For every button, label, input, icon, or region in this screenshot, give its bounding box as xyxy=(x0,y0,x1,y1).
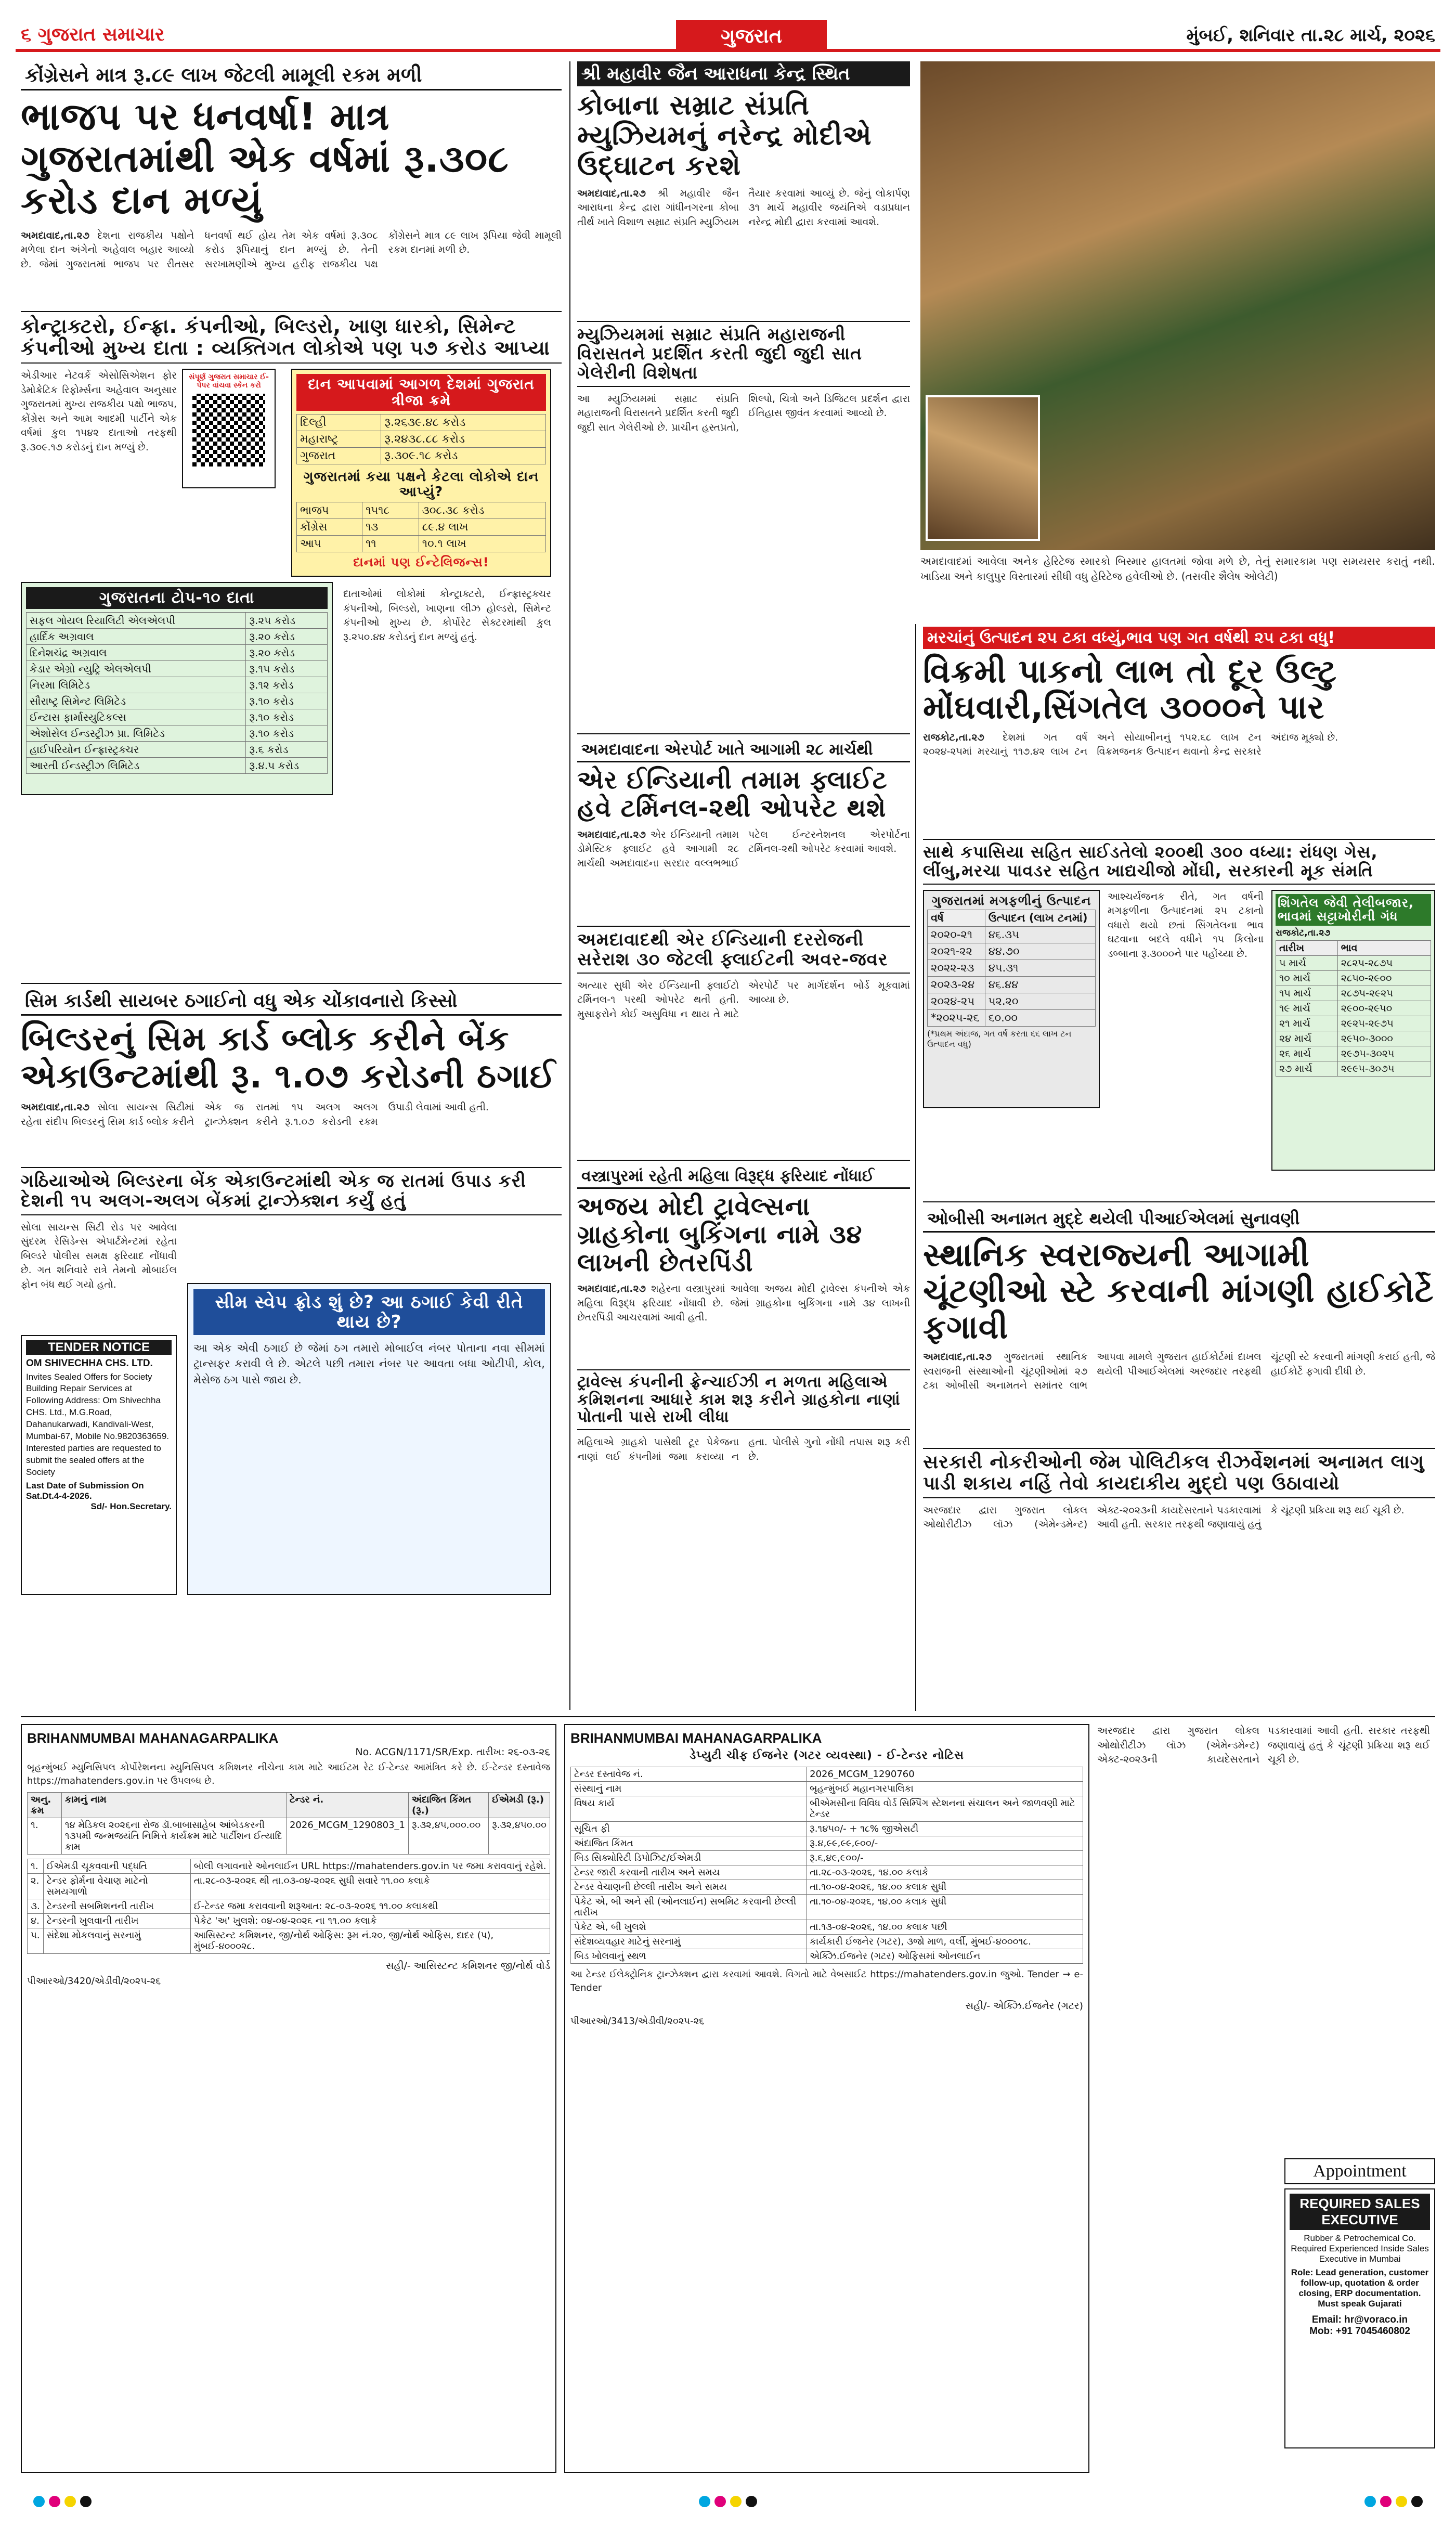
story-subhead: ટ્રાવેલ્સ કંપનીની ફ્રેન્ચાઈઝી ન મળતા મહિલાએ કમિશનના આધારે કામ શરૂ કરીને ગ્રાહકોના નાણાં પોતાની પાસે રાખી લીધા xyxy=(577,1369,910,1430)
story-chilli xyxy=(923,627,1435,1199)
divider xyxy=(577,733,910,734)
tender-deadline: Last Date of Submission On Sat.Dt.4-4-2026. xyxy=(26,1480,144,1501)
story-bjp xyxy=(21,61,562,977)
yellow-dot-icon xyxy=(730,2496,742,2507)
oil-price-box xyxy=(1271,890,1435,1171)
divider xyxy=(577,1160,910,1161)
black-dot-icon xyxy=(1411,2496,1423,2507)
story-body: એડીઆર નેટવર્કે એસોસિએશન ફોર ડેમોક્રેટિક રિફોર્મ્સના અહેવાલ અનુસાર ગુજરાતમાં મુખ્ય રાજકીય પક્ષો ભાજપ, કોંગ્રેસ અને આમ આદમી પાર્ટીને એક વર્ષમાં કુલ ૧૫૪૨ દાતાઓ તરફથી રૂ.૩૦૯.૧૭ કરોડનું દાન મળ્યું છે. xyxy=(21,369,177,453)
page-masthead xyxy=(21,24,165,46)
table-row: ૨૭ માર્ચ ૨૯૯૫-૩૦૭૫ xyxy=(1276,1061,1431,1077)
bmc-title: ડેપ્યુટી ચીફ ઈજનેર (ગટર વ્યવસ્થા) - ઈ-ટેન્ડર નોટિસ xyxy=(690,1749,964,1762)
tender-sign: Sd/- Hon.Secretary. xyxy=(90,1501,172,1511)
story-kicker: મરચાંનું ઉત્પાદન ૨૫ ટકા વધ્યું,ભાવ પણ ગત વર્ષથી ૨૫ ટકા વધુ! xyxy=(923,627,1435,649)
registration-marks-left xyxy=(31,2496,94,2511)
table-row: સૌરાષ્ટ્ર સિમેન્ટ લિમિટેડ રૂ.૧૦ કરોડ xyxy=(27,693,328,709)
black-dot-icon xyxy=(746,2496,757,2507)
story-headline: અજય મોદી ટ્રાવેલ્સના ગ્રાહકોના બુકિંગના નામે ૩૪ લાખની છેતરપિંડી xyxy=(577,1192,863,1277)
table-row: મહારાષ્ટ્ર રૂ.૨૪૩૮.૮૮ કરોડ xyxy=(297,431,546,447)
table-row: બિડ ખોલવાનું સ્થળ એક્ઝિ.ઈજનેર (ગટર) ઓફિસમાં ઓનલાઈન xyxy=(571,1949,1083,1963)
column-divider xyxy=(569,61,570,1710)
story-dateline: અમદાવાદ,તા.૨૭ xyxy=(21,1101,89,1113)
table-row: ૧૫ માર્ચ ૨૮૭૫-૨૯૨૫ xyxy=(1276,986,1431,1001)
qr-box xyxy=(182,369,276,488)
bmc-ref-foot: પીઆરઓ/3420/એડીવી/૨૦૨૫-૨૬ xyxy=(27,1976,161,1987)
story-subhead: સરકારી નોકરીઓની જેમ પોલિટીકલ રીઝર્વેશનમાં અનામત લાગુ પાડી શકાય નહિં તેવો કાયદાકીય મુદ્દો પણ ઉઠાવાયો xyxy=(923,1448,1435,1498)
header-dateline: મુંબઈ, શનિવાર તા.૨૮ માર્ચ, ૨૦૨૬ xyxy=(1186,25,1435,46)
story-dateline: રાજકોટ,તા.૨૭ xyxy=(923,731,984,743)
table-row: હાર્દિક અગ્રવાલ રૂ.૨૦ કરોડ xyxy=(27,628,328,644)
paper-name: ગુજરાત સમાચાર xyxy=(37,24,165,45)
story-kicker: ઓબીસી અનામત મુદ્દે થયેલી પીઆઈએલમાં સુનાવણી xyxy=(923,1207,1435,1233)
tender-title: TENDER NOTICE xyxy=(26,1340,172,1355)
story-dateline: અમદાવાદ,તા.૨૭ xyxy=(577,187,646,199)
table-row: ૨૦૨૧-૨૨ ૪૪.૭૦ xyxy=(928,943,1096,960)
table-row: આરતી ઈન્ડસ્ટ્રીઝ લિમિટેડ રૂ.૪.૫ કરોડ xyxy=(27,757,328,773)
bmc-tender-left xyxy=(21,1724,556,2473)
table-row: દિલ્હી રૂ.૨૬૩૯.૪૮ કરોડ xyxy=(297,414,546,431)
table-row: સંસ્થાનું નામ બૃહન્મુંબઈ મહાનગરપાલિકા xyxy=(571,1781,1083,1796)
yellow-dot-icon xyxy=(64,2496,76,2507)
story-cyber xyxy=(21,988,562,1706)
story-headline: ભાજપ પર ધનવર્ષા! માત્ર ગુજરાતમાંથી એક વર્ષમાં રૂ.૩૦૮ કરોડ દાન મળ્યું xyxy=(21,95,509,223)
page-number: ૬ xyxy=(21,24,32,45)
table-row: ૨૦૨૦-૨૧ ૪૬.૩૫ xyxy=(928,927,1096,943)
box-dateline: રાજકોટ,તા.૨૭ xyxy=(1276,928,1331,939)
table-header: તારીખ ભાવ xyxy=(1276,941,1431,956)
registration-marks-right xyxy=(1362,2496,1425,2511)
story-body: આશ્ચર્યજનક રીતે, ગત વર્ષની મગફળીના ઉત્પાદનમાં ૨૫ ટકાનો વધારો થયો છતાં સિંગતેલના ભાવ ઘટવાના બદલે વધીને ૧૫ કિલોના ડબ્બાના રૂ.૩૦૦૦ને પાર પહોંચ્યા છે. xyxy=(1108,890,1264,960)
story-kicker: વસ્ત્રાપુરમાં રહેતી મહિલા વિરૂદ્ધ ફરિયાદ નોંધાઈ xyxy=(577,1165,910,1189)
tender-body: Invites Sealed Offers for Society Building Repair Services at Following Address: Om Shivechha CHS. Ltd., M.G.Road, Dahanukarwadi, Kandivali-West, Mumbai-67, Mobile No.9820363659. Interested parties are requested to submit the sealed offers at the Society xyxy=(26,1371,170,1477)
box-title: દાન આપવામાં આગળ દેશમાં ગુજરાત ત્રીજા ક્રમે xyxy=(296,374,546,411)
table-row: ઈન્ટાસ ફાર્માસ્યુટિકલ્સ રૂ.૧૦ કરોડ xyxy=(27,709,328,725)
table-header: અનુ. ક્રમ કામનું નામ ટેન્ડર નં. અંદાજિત કિંમત (રૂ.) ઈએમડી (રૂ.) xyxy=(28,1793,550,1818)
table-row: સૂચિત ફી રૂ.૧૪૫૦/- + ૧૮% જીએસટી xyxy=(571,1821,1083,1836)
table-row: હાઈપરિયોન ઈન્ફ્રાસ્ટ્રક્ચર રૂ.૬ કરોડ xyxy=(27,741,328,757)
divider xyxy=(923,1201,1435,1202)
tender-org: OM SHIVECHHA CHS. LTD. xyxy=(26,1357,153,1369)
table-row: નિરમા લિમિટેડ રૂ.૧૨ કરોડ xyxy=(27,677,328,693)
box-footer: દાનમાં પણ ઈન્ટેલિજન્સ! xyxy=(353,554,489,569)
story-subhead: સાથે કપાસિયા સહિત સાઈડતેલો ૨૦૦થી ૩૦૦ વધ્યા: રાંધણ ગેસ, લીંબુ,મરચા પાવડર સહિત ખાદ્યચીજો મોંઘી, સરકારની મૂક સંમતિ xyxy=(923,839,1435,885)
story-body: સોલા સાયન્સ સિટીમાં રહેતા સંદીપ બિલ્ડરનું સિમ કાર્ડ બ્લોક કરીને એક જ રાતમાં ૧૫ અલગ અલગ ટ્રાન્ઝેક્શન કરીને રૂ.૧.૦૭ કરોડની રકમ ઉપાડી લેવામાં આવી હતી. xyxy=(21,1101,489,1128)
story-body: દાતાઓમાં લોકોમાં કોન્ટ્રાક્ટરો, ઈન્ફ્રાસ્ટ્રક્ચર કંપનીઓ, બિલ્ડરો, ખાણના લીઝ હોલ્ડરો, સિમેન્ટ કંપનીઓ મુખ્ય છે. કોર્પોરેટ સેક્ટરમાંથી કુલ રૂ.૨૫૦.૪૪ કરોડનું દાન મળ્યું હતું. xyxy=(343,588,551,643)
bmc-intro: બૃહન્મુંબઈ મ્યુનિસિપલ કોર્પોરેશનના મ્યુનિસિપલ કમિશનર નીચેના કામ માટે આઈટમ રેટ ઈ-ટેન્ડર આમંત્રિત કરે છે. ઈ-ટેન્ડર દસ્તાવેજ https://mahatenders.gov.in પર ઉપલબ્ધ છે. xyxy=(27,1762,550,1787)
table-row: ૫. સંદેશા મોકલવાનું સરનામું આસિસ્ટન્ટ કમિશનર, જી/નોર્થ ઓફિસ: રૂમ નં.૨૦, જી/નોર્થ ઓફિસ, દાદર (પ), મુંબઈ-૪૦૦૦૨૮. xyxy=(28,1928,550,1954)
table-header: વર્ષ ઉત્પાદન (લાખ ટનમાં) xyxy=(928,910,1096,927)
story-body: દેશના રાજકીય પક્ષોને મળેલા દાન અંગેનો અહેવાલ બહાર આવ્યો છે. જેમાં ગુજરાતમાં ભાજપ પર રીતસર ધનવર્ષા થઈ હોય તેમ એક વર્ષમાં રૂ.૩૦૮ કરોડ રૂપિયાનું દાન મળ્યું છે. તેની સરખામણીએ મુખ્ય હરીફ રાજકીય પક્ષ કોંગ્રેસને માત્ર ૮૯ લાખ રૂપિયા જેવી મામૂલી રકમ દાનમાં મળી છે. xyxy=(21,229,562,270)
table-row: ૨૬ માર્ચ ૨૯૭૫-૩૦૨૫ xyxy=(1276,1046,1431,1061)
box-title: શિંગતેલ જેવી તેલીબજાર, ભાવમાં સટ્ટાખોરીની ગંધ xyxy=(1276,894,1431,926)
story-body: આ મ્યુઝિયમમાં સમ્રાટ સંપ્રતિ મહારાજની વિરાસતને પ્રદર્શિત કરતી જુદી જુદી સાત ગેલેરીઓ છે. પ્રાચીન હસ્તપ્રતો, શિલ્પો, ચિત્રો અને ડિજિટલ પ્રદર્શન દ્વારા ઈતિહાસ જીવંત કરવામાં આવ્યો છે. xyxy=(577,393,910,433)
story-body: અરજદાર દ્વારા ગુજરાત લોકલ ઓથોરીટીઝ લૉઝ (એમેન્ડમેન્ટ) એક્ટ-૨૦૨૩ની કાયદેસરતાને પડકારવામાં આવી હતી. સરકાર તરફથી જણાવાયું હતું કે ચૂંટણી પ્રક્રિયા શરૂ થઈ ચૂકી છે. xyxy=(923,1504,1405,1531)
table-row: વિષય કાર્ય બીએમસીના વિવિધ વોર્ડ સિમ્પિંગ સ્ટેશનના સંચાલન અને જાળવણી માટે ટેન્ડર xyxy=(571,1796,1083,1821)
story-subhead: ગઠિયાઓએ બિલ્ડરના બેંક એકાઉન્ટમાંથી એક જ રાતમાં ઉપાડ કરી દેશની ૧૫ અલગ-અલગ બેંકમાં ટ્રાન્ઝેક્શન કર્યું હતું xyxy=(21,1167,562,1215)
story-subhead: કોન્ટ્રાક્ટરો, ઈન્ફ્રા. કંપનીઓ, બિલ્ડરો, ખાણ ધારકો, સિમેન્ટ કંપનીઓ મુખ્ય દાતા : વ્યક્તિગત લોકોએ પણ ૫૭ કરોડ આપ્યા xyxy=(21,311,562,364)
story-obc-continued: અરજદાર દ્વારા ગુજરાત લોકલ ઓથોરીટીઝ લૉઝ (એમેન્ડમેન્ટ) એક્ટ-૨૦૨૩ની કાયદેસરતાને પડકારવામાં આવી હતી. સરકાર તરફથી જણાવાયું હતું કે ચૂંટણી પ્રક્રિયા શરૂ થઈ ચૂકી છે. xyxy=(1097,1725,1430,1766)
story-obc xyxy=(923,1207,1435,1711)
table-note: (*પ્રથમ અંદાજ, ગત વર્ષ કરતા ૬૬ લાખ ટન ઉત્પાદન વધુ) xyxy=(927,1029,1072,1049)
table-row: ૧૯ માર્ચ ૨૯૦૦-૨૯૫૦ xyxy=(1276,1001,1431,1016)
story-travels xyxy=(577,1165,910,1711)
story-body: દેશમાં ગત વર્ષ ૨૦૨૪-૨૫માં મરચાનું ૧૧૭.૪૨ લાખ ટન અને સોયાબીનનું ૧૫૨.૬૮ લાખ ટન વિક્રમજનક ઉત્પાદન થવાનો કેન્દ્ર સરકારે અંદાજ મૂક્યો છે. xyxy=(923,731,1338,758)
table-row: ૩. ટેન્ડરની સબમિશનની તારીખ ઈ-ટેન્ડર જમા કરાવવાની શરૂઆત: ૨૮-૦૩-૨૦૨૬ ૧૧.૦૦ કલાકથી xyxy=(28,1899,550,1914)
divider xyxy=(21,983,562,984)
box-title: સીમ સ્વેપ ફ્રોડ શું છે? આ ઠગાઈ કેવી રીતે થાય છે? xyxy=(193,1289,545,1335)
qr-caption: સંપૂર્ણ ગુજરાત સમાચાર ઈ-પેપર વાંચવા સ્કેન કરો xyxy=(189,372,269,390)
story-body: મહિલાએ ગ્રાહકો પાસેથી ટૂર પેકેજના નાણાં લઈ કંપનીમાં જમા કરાવ્યા ન હતા. પોલીસે ગુનો નોંધી તપાસ શરૂ કરી છે. xyxy=(577,1436,910,1462)
heritage-inset-photo xyxy=(926,395,1040,541)
story-headline: વિક્રમી પાકનો લાભ તો દૂર ઉલ્ટુ મોંઘવારી,સિંગતેલ ૩૦૦૦ને પાર xyxy=(923,652,1337,727)
story-kicker: કોંગ્રેસને માત્ર રૂ.૮૯ લાખ જેટલી મામૂલી રકમ મળી xyxy=(21,61,562,90)
top10-donors-box xyxy=(21,582,333,795)
table-row: ૨૦૨૨-૨૩ ૪૫.૩૧ xyxy=(928,960,1096,977)
box-body: આ એક એવી ઠગાઈ છે જેમાં ઠગ તમારો મોબાઈલ નંબર પોતાના નવા સીમમાં ટ્રાન્સફર કરાવી લે છે. એટલે પછી તમારા નંબર પર આવતા બધા ઓટીપી, કોલ, મેસેજ ઠગ પાસે જાય છે. xyxy=(193,1341,545,1386)
story-headline: સ્થાનિક સ્વરાજ્યની આગામી ચૂંટણીઓ સ્ટે કરવાની માંગણી હાઈકોર્ટે ફગાવી xyxy=(923,1236,1434,1346)
table-row: ટેન્ડર જારી કરવાની તારીખ અને સમય તા.૨૮-૦૩-૨૦૨૬, ૧૪.૦૦ કલાકે xyxy=(571,1865,1083,1880)
table-row: ભાજપ ૧૫૧૮ ૩૦૮.૩૮ કરોડ xyxy=(297,502,546,519)
table-row: સફલ ગોયલ રિયાલિટી એલએલપી રૂ.૨૫ કરોડ xyxy=(27,612,328,628)
bmc-sign: સહી/- આસિસ્ટન્ટ કમિશનર જી/નોર્થ વોર્ડ xyxy=(386,1960,550,1972)
story-subhead: મ્યુઝિયમમાં સમ્રાટ સંપ્રતિ મહારાજની વિરાસતને પ્રદર્શિત કરતી જુદી જુદી સાત ગેલેરીની વિશેષતા xyxy=(577,321,910,387)
cyan-dot-icon xyxy=(1364,2496,1376,2507)
table-row: ગુજરાત રૂ.૩૦૯.૧૮ કરોડ xyxy=(297,447,546,464)
magenta-dot-icon xyxy=(49,2496,60,2507)
divider xyxy=(21,1716,1435,1717)
story-kicker: સિમ કાર્ડથી સાયબર ઠગાઈનો વધુ એક ચોંકાવનારો કિસ્સો xyxy=(21,988,562,1016)
magenta-dot-icon xyxy=(714,2496,726,2507)
bmc-sign: સહી/- એક્ઝિ.ઈજનેર (ગટર) xyxy=(965,2000,1083,2012)
ad-title: REQUIRED SALES EXECUTIVE xyxy=(1290,2194,1430,2230)
box-title: ગુજરાતના ટોપ-૧૦ દાતા xyxy=(26,587,328,609)
magenta-dot-icon xyxy=(1380,2496,1392,2507)
yellow-dot-icon xyxy=(1396,2496,1407,2507)
table-row: ૨૧ માર્ચ ૨૯૨૫-૨૯૭૫ xyxy=(1276,1016,1431,1031)
appointment-label: Appointment xyxy=(1284,2158,1435,2184)
bmc-ref: No. ACGN/1171/SR/Exp. તારીખ: ૨૬-૦૩-૨૬ xyxy=(355,1746,550,1758)
table-row: ૫ માર્ચ ૨૮૨૫-૨૮૭૫ xyxy=(1276,956,1431,971)
table-row: ૧. ૧૪ મેડિકલ ૨૦૨૬ના રોજ ડૉ.બાબાસાહેબ આંબેડકરની ૧૩૫મી જન્મજયંતિ નિમિત્તે કાર્યક્રમ માટે પાર્ટીશન ઈત્યાદિ કામ 2026_MCGM_1290803_1 રૂ.૩૨,૪૫,૦૦૦.૦૦ રૂ.૩૨,૪૫૦.૦૦ xyxy=(28,1818,550,1855)
sim-swap-box xyxy=(187,1283,551,1595)
story-body: અત્યાર સુધી એર ઈન્ડિયાની ફ્લાઈટો ટર્મિનલ-૧ પરથી ઓપરેટ થતી હતી. મુસાફરોને કોઈ અસુવિધા ન થાય તે માટે એરપોર્ટ પર માર્ગદર્શન બોર્ડ મૂકવામાં આવ્યા છે. xyxy=(577,979,910,1020)
column-divider xyxy=(915,624,916,1711)
table-row: પેકેટ એ, બી અને સી (ઓનલાઈન) સબમિટ કરવાની છેલ્લી તારીખ તા.૧૦-૦૪-૨૦૨૬, ૧૪.૦૦ કલાક સુધી xyxy=(571,1894,1083,1920)
story-body: ગુજરાતમાં સ્થાનિક સ્વરાજની સંસ્થાઓની ચૂંટણીઓમાં ૨૭ ટકા ઓબીસી અનામતને સમાંતર લાભ આપવા મામલે ગુજરાત હાઈકોર્ટમાં દાખલ થયેલી પીઆઈએલમાં અરજદાર તરફથી ચૂંટણી સ્ટે કરવાની માંગણી કરાઈ હતી, જે હાઈકોર્ટે ફગાવી દીધી છે. xyxy=(923,1351,1435,1392)
table-row: ૨૦૨૪-૨૫ ૫૨.૨૦ xyxy=(928,993,1096,1010)
cyan-dot-icon xyxy=(33,2496,45,2507)
box-title: ગુજરાતમાં કયા પક્ષને કેટલા લોકોએ દાન આપ્યું? xyxy=(303,469,539,500)
ad-role: Role: Lead generation, customer follow-up, quotation & order closing, ERP documentation. Must speak Gujarati xyxy=(1291,2267,1429,2309)
story-dateline: અમદાવાદ,તા.૨૭ xyxy=(923,1351,992,1363)
story-body: સોલા સાયન્સ સિટી રોડ પર આવેલા સુંદરમ રેસિડેન્સ એપાર્ટમેન્ટમાં રહેતા બિલ્ડરે પોલીસ સમક્ષ ફરિયાદ નોંધાવી છે. ગત શનિવારે રાત્રે તેમનો મોબાઈલ ફોન બંધ થઈ ગયો હતો. xyxy=(21,1221,177,1290)
production-table-box xyxy=(923,890,1100,1108)
bmc-note: આ ટેન્ડર ઈલેક્ટ્રોનિક ટ્રાન્ઝેક્શન દ્વારા કરવામાં આવશે. વિગતો માટે વેબસાઈટ https://mahatenders.gov.in જુઓ. Tender → e-Tender xyxy=(570,1968,1083,1993)
table-row: ૧૦ માર્ચ ૨૮૫૦-૨૯૦૦ xyxy=(1276,971,1431,986)
story-dateline: અમદાવાદ,તા.૨૭ xyxy=(577,1283,646,1295)
ad-mobile: Mob: +91 7045460802 xyxy=(1309,2326,1410,2337)
black-dot-icon xyxy=(80,2496,92,2507)
table-row: ૨૪ માર્ચ ૨૯૫૦-૩૦૦૦ xyxy=(1276,1031,1431,1046)
photo-caption: અમદાવાદમાં આવેલા અનેક હેરિટેજ સ્મારકો બિસ્માર હાલતમાં જોવા મળે છે, તેનું સમારકામ પણ સમયસર કરાતું નથી. ખાડિયા અને કાલુપુર વિસ્તારમાં સીધી વધુ હેરિટેજ હવેલીઓ છે. (તસવીર શૈલેષ ઓલેટી) xyxy=(920,555,1435,582)
table-row: ટેન્ડર વેચાણની છેલ્લી તારીખ અને સમય તા.૧૦-૦૪-૨૦૨૬, ૧૪.૦૦ કલાક સુધી xyxy=(571,1880,1083,1894)
table-row: અંદાજિત કિંમત રૂ.૪,૯૯,૯૯,૯૦૦/- xyxy=(571,1836,1083,1850)
story-museum xyxy=(577,61,910,727)
story-airport xyxy=(577,738,910,1155)
table-row: બિડ સિક્યોરિટી ડિપોઝિટ/ઈએમડી રૂ.૬,૪૯,૯૦૦/- xyxy=(571,1850,1083,1865)
section-label: ગુજરાત xyxy=(676,20,827,52)
bmc-tender-right xyxy=(564,1724,1089,2473)
cyan-dot-icon xyxy=(699,2496,710,2507)
ad-email[interactable]: Email: hr@voraco.in xyxy=(1311,2314,1408,2325)
appointment-ad xyxy=(1284,2158,1435,2470)
donation-state-box xyxy=(291,369,551,577)
table-row: સંદેશવ્યવહાર માટેનું સરનામું કાર્યકારી ઈજનેર (ગટર), ૩જો માળ, વર્લી, મુંબઈ-૪૦૦૦૧૮. xyxy=(571,1934,1083,1949)
story-headline: કોબાના સમ્રાટ સંપ્રતિ મ્યુઝિયમનું નરેન્દ્ર મોદીએ ઉદ્ઘાટન કરશે xyxy=(577,90,872,182)
tender-notice xyxy=(21,1335,177,1595)
story-dateline: અમદાવાદ,તા.૨૭ xyxy=(577,828,646,840)
story-body: એર ઈન્ડિયાની તમામ ડોમેસ્ટિક ફ્લાઈટ હવે આગામી ૨૮ માર્ચથી અમદાવાદના સરદાર વલ્લભભાઈ પટેલ ઈન્ટરનેશનલ એરપોર્ટના ટર્મિનલ-૨થી ઓપરેટ કરવામાં આવશે. xyxy=(577,828,910,869)
bmc-ref-foot: પીઆરઓ/3413/એડીવી/૨૦૨૫-૨૬ xyxy=(570,2015,705,2027)
story-body: શહેરના વસ્ત્રાપુરમાં આવેલા અજય મોદી ટ્રાવેલ્સ કંપનીએ એક મહિલા વિરૂદ્ધ ફરિયાદ નોંધાવી છે. જેમાં ગ્રાહકોના બુકિંગના નામે ૩૪ લાખની છેતરપિંડી આચરવામાં આવી હતી. xyxy=(577,1283,910,1324)
table-row: એશોસેલ ઈન્ડસ્ટ્રીઝ પ્રા. લિમિટેડ રૂ.૧૦ કરોડ xyxy=(27,725,328,741)
bmc-org: BRIHANMUMBAI MAHANAGARPALIKA xyxy=(27,1730,279,1746)
story-kicker: શ્રી મહાવીર જૈન આરાધના કેન્દ્ર સ્થિત xyxy=(577,61,910,86)
bmc-org: BRIHANMUMBAI MAHANAGARPALIKA xyxy=(570,1730,822,1746)
qr-code-icon[interactable] xyxy=(192,394,265,466)
story-subhead: અમદાવાદથી એર ઈન્ડિયાની દરરોજની સરેરાશ ૩૦ જેટલી ફ્લાઈટની અવર-જવર xyxy=(577,926,910,974)
table-row: ૨. ટેન્ડર ફોર્મના વેચાણ માટેનો સમયગાળો તા.૨૮-૦૩-૨૦૨૬ થી તા.૦૩-૦૪-૨૦૨૬ સુધી સવારે ૧૧.૦૦ કલાકે xyxy=(28,1874,550,1899)
table-row: *૨૦૨૫-૨૬ ૬૦.૦૦ xyxy=(928,1010,1096,1027)
table-row: દિનેશચંદ્ર અગ્રવાલ રૂ.૨૦ કરોડ xyxy=(27,644,328,660)
table-row: આપ ૧૧ ૧૦.૧ લાખ xyxy=(297,535,546,552)
story-body: શ્રી મહાવીર જૈન આરાધના કેન્દ્ર દ્વારા ગાંધીનગરના કોબા તીર્થ ખાતે વિશાળ સમ્રાટ સંપ્રતિ મ્યુઝિયમ તૈયાર કરવામાં આવ્યું છે. જેનું લોકાર્પણ ૩૧ માર્ચે મહાવીર જયંતિએ વડાપ્રધાન નરેન્દ્ર મોદી દ્વારા કરવામાં આવશે. xyxy=(577,187,910,228)
box-title: ગુજરાતમાં મગફળીનું ઉત્પાદન xyxy=(931,893,1091,908)
table-row: પેકેટ એ, બી ખુલશે તા.૧૩-૦૪-૨૦૨૬, ૧૪.૦૦ કલાક પછી xyxy=(571,1920,1083,1934)
registration-marks-center xyxy=(697,2496,759,2511)
story-headline: બિલ્ડરનું સિમ કાર્ડ બ્લોક કરીને બેંક એકાઉન્ટમાંથી રૂ. ૧.૦૭ કરોડની ઠગાઈ xyxy=(21,1020,556,1096)
story-headline: એર ઈન્ડિયાની તમામ ફ્લાઈટ હવે ટર્મિનલ-૨થી ઓપરેટ થશે xyxy=(577,766,888,823)
story-kicker: અમદાવાદના એરપોર્ટ ખાતે આગામી ૨૮ માર્ચથી xyxy=(577,738,910,762)
table-row: ટેન્ડર દસ્તાવેજ નં. 2026_MCGM_1290760 xyxy=(571,1767,1083,1781)
table-row: ૧. ઈએમડી ચૂકવવાની પદ્ધતિ બોલી લગાવનારે ઓનલાઈન URL https://mahatenders.gov.in પર જમા કરાવવાનું રહેશે. xyxy=(28,1859,550,1874)
story-dateline: અમદાવાદ,તા.૨૭ xyxy=(21,229,89,241)
table-row: ૪. ટેન્ડરની ખુલવાની તારીખ પેકેટ 'અ' ખુલશે: ૦૪-૦૪-૨૦૨૬ ના ૧૧.૦૦ કલાકે xyxy=(28,1914,550,1928)
table-row: ૨૦૨૩-૨૪ ૪૬.૪૪ xyxy=(928,977,1096,993)
table-row: કોંગ્રેસ ૧૩ ૮૯.૪ લાખ xyxy=(297,519,546,535)
table-row: કેડાર એગ્રો ન્યુટ્રિ એલએલપી રૂ.૧૫ કરોડ xyxy=(27,660,328,677)
ad-company: Rubber & Petrochemical Co. Required Experienced Inside Sales Executive in Mumbai xyxy=(1291,2233,1429,2264)
